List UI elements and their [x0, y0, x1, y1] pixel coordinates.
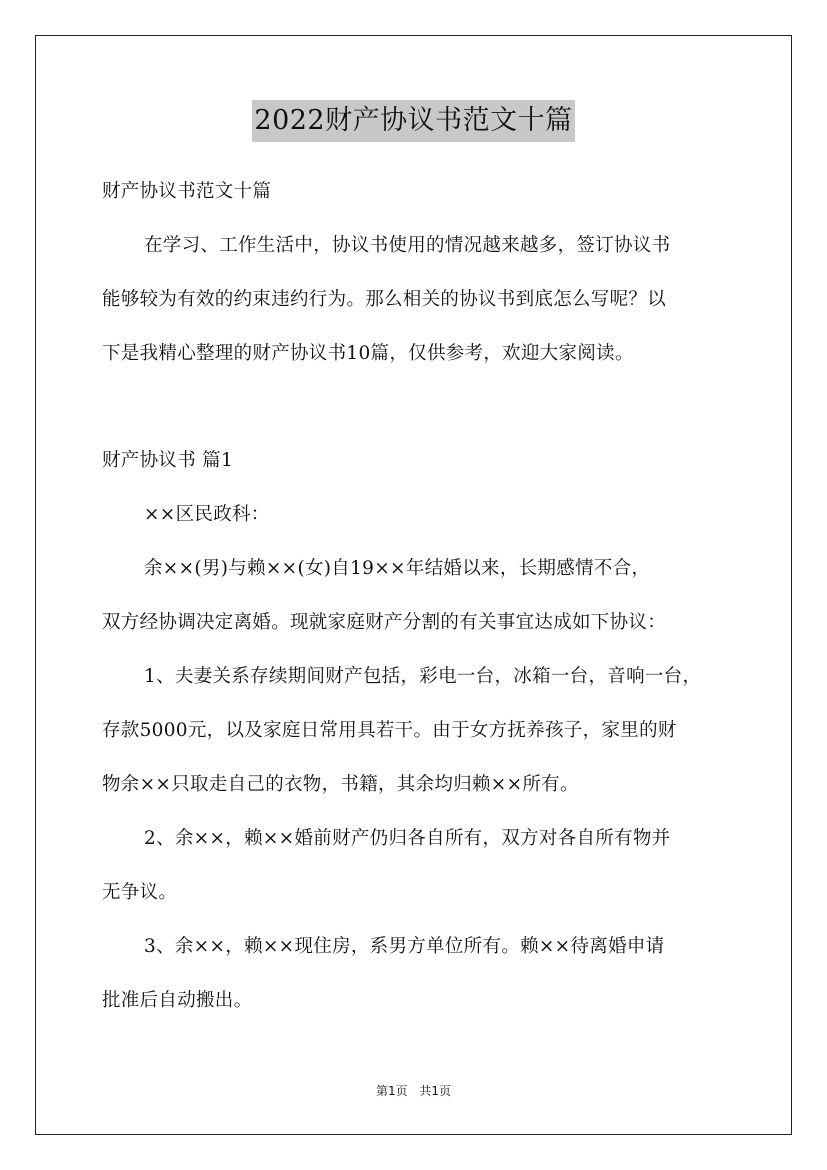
- title-container: [0, 100, 827, 142]
- spacer: [102, 479, 727, 497]
- document-subtitle: 财产协议书范文十篇: [102, 181, 272, 202]
- item2-line-2: 无争议。: [102, 882, 178, 903]
- intro-line-3: 下是我精心整理的财产协议书10篇，仅供参考，欢迎大家阅读。: [102, 343, 634, 364]
- spacer: [102, 857, 727, 875]
- spacer: [102, 533, 727, 551]
- item1-line-2: 存款5000元，以及家庭日常用具若干。由于女方抚养孩子，家里的财: [102, 720, 677, 741]
- spacer: [102, 210, 727, 228]
- spacer: [102, 965, 727, 983]
- item1-line-3: 物余××只取走自己的衣物，书籍，其余均归赖××所有。: [102, 774, 579, 795]
- document-title: 2022财产协议书范文十篇: [252, 100, 574, 142]
- spacer: [102, 264, 727, 282]
- spacer: [102, 911, 727, 929]
- document-body: [102, 174, 727, 1019]
- spacer: [102, 803, 727, 821]
- section-heading: 财产协议书 篇1: [102, 450, 234, 471]
- item3-line-1: 3、余××，赖××现住房，系男方单位所有。赖××待离婚申请: [144, 936, 665, 957]
- para1-line-2: 双方经协调决定离婚。现就家庭财产分割的有关事宜达成如下协议：: [102, 612, 667, 633]
- spacer: [102, 587, 727, 605]
- spacer: [102, 318, 727, 336]
- page-count: 共1页: [419, 1084, 452, 1098]
- addressee: ××区民政科：: [144, 504, 270, 525]
- spacer: [102, 425, 727, 443]
- page-footer: [0, 1082, 827, 1099]
- item2-line-1: 2、余××，赖××婚前财产仍归各自所有，双方对各自所有物并: [144, 828, 671, 849]
- intro-line-1: 在学习、工作生活中，协议书使用的情况越来越多，签订协议书: [144, 235, 671, 256]
- item1-line-1: 1、夫妻关系存续期间财产包括，彩电一台，冰箱一台，音响一台，: [144, 666, 702, 687]
- item3-line-2: 批准后自动搬出。: [102, 990, 253, 1011]
- spacer: [102, 749, 727, 767]
- spacer: [102, 641, 727, 659]
- spacer: [102, 372, 727, 425]
- para1-line-1: 余××(男)与赖××(女)自19××年结婚以来，长期感情不合，: [144, 558, 651, 579]
- page-number: 第1页: [375, 1084, 408, 1098]
- intro-line-2: 能够较为有效的约束违约行为。那么相关的协议书到底怎么写呢？以: [102, 289, 667, 310]
- spacer: [102, 695, 727, 713]
